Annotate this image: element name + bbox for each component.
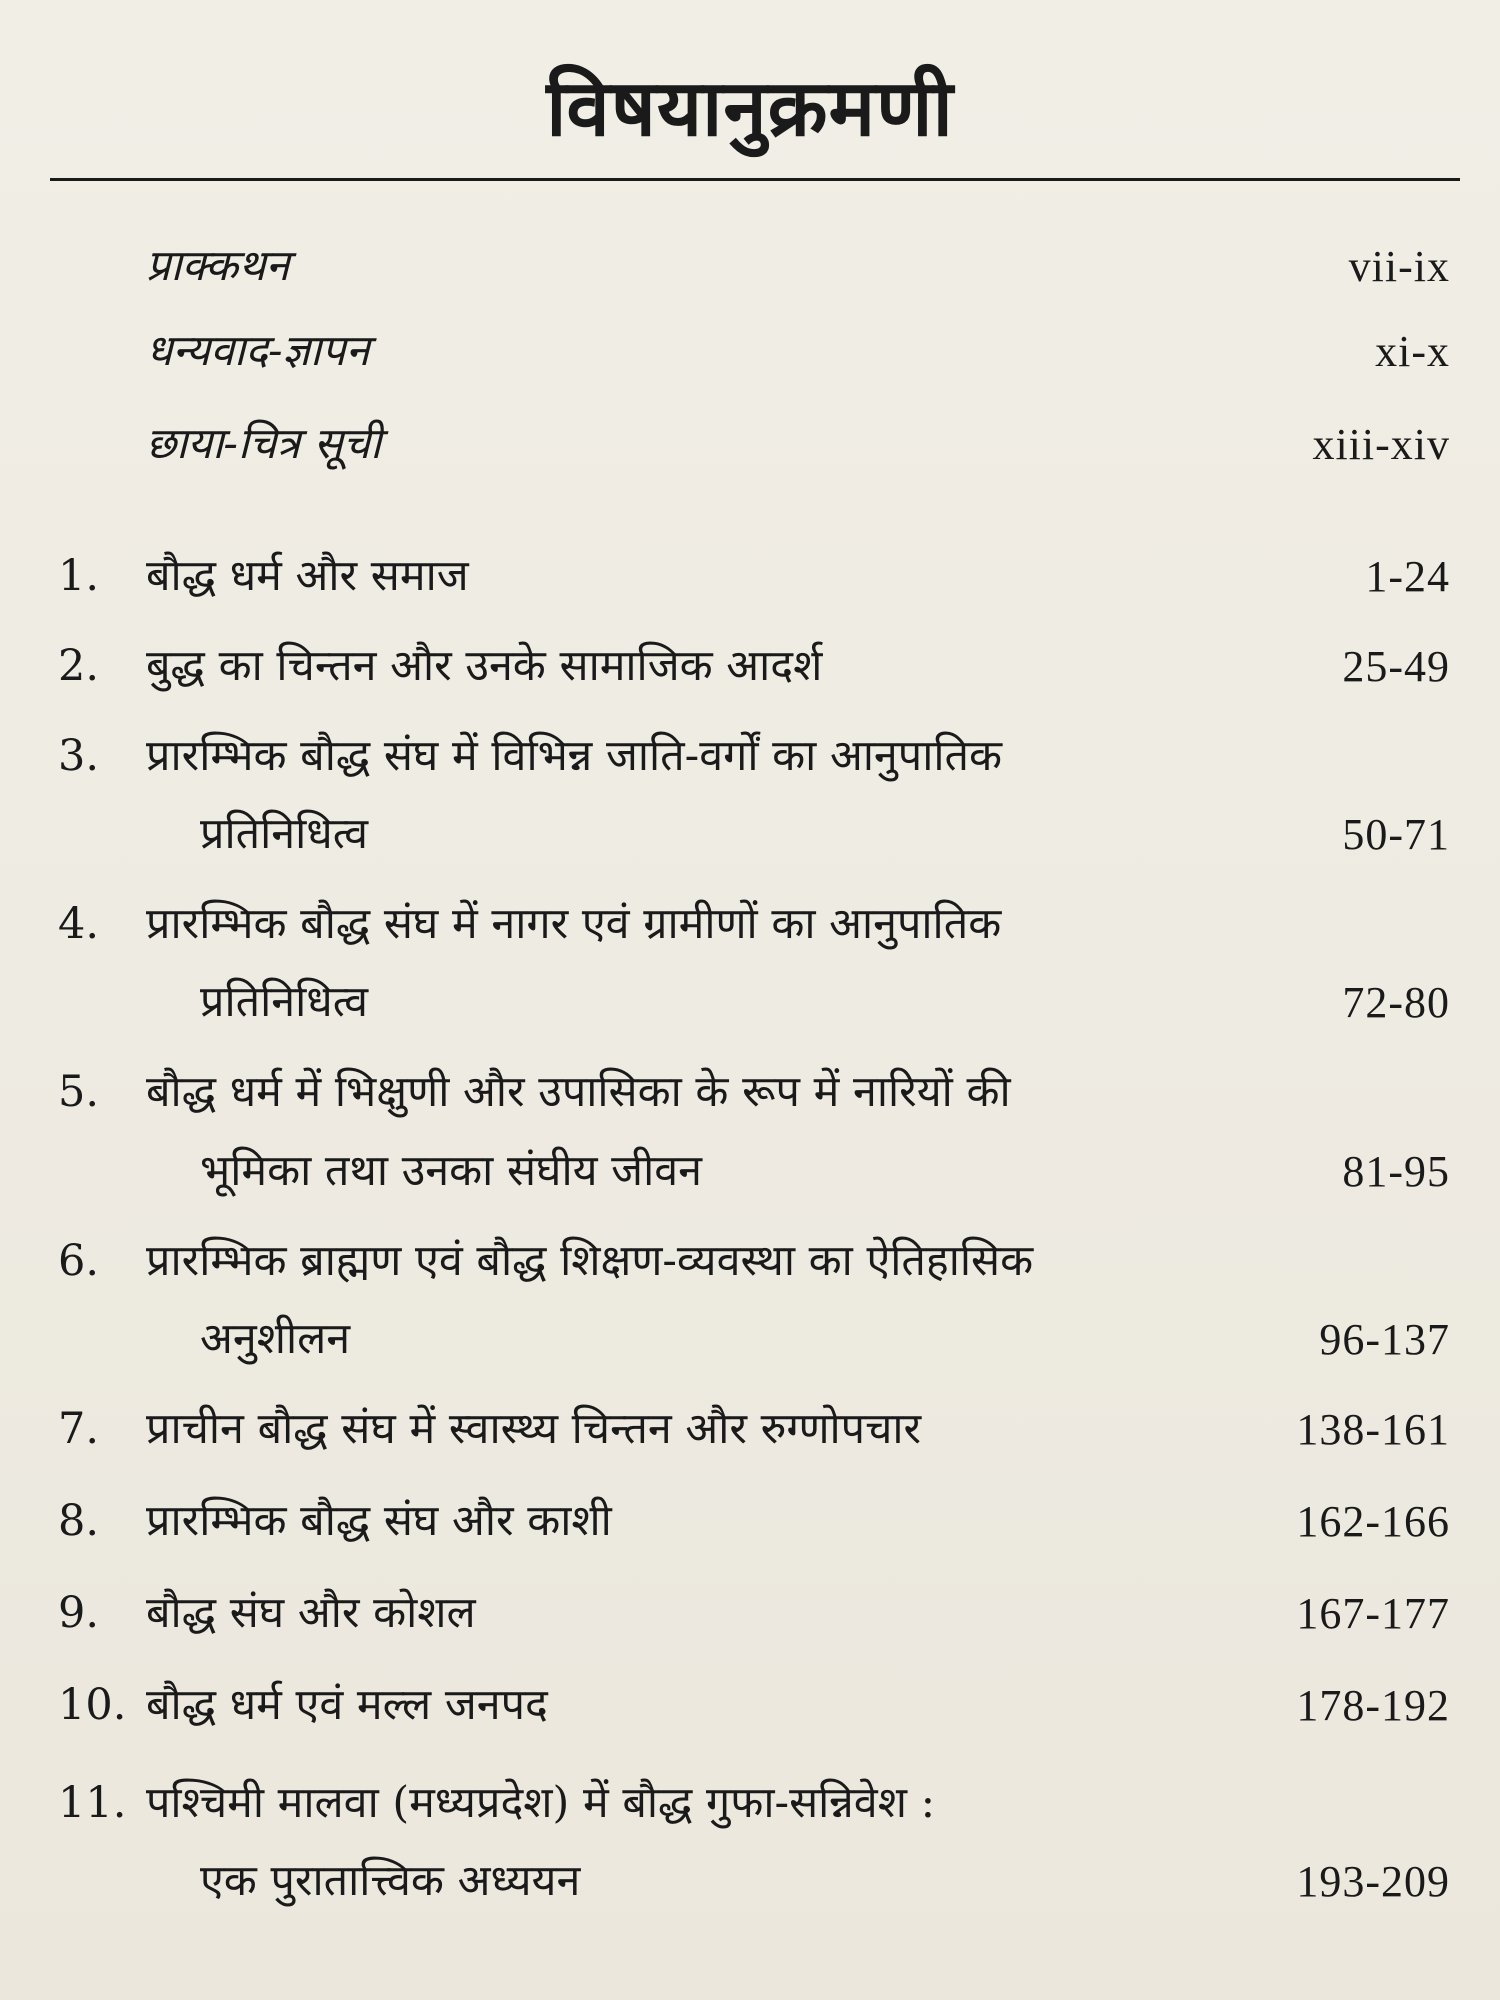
chapter-pages: 50-71 <box>1342 810 1450 859</box>
chapter-title-continuation: एक पुरातात्त्विक अध्ययन <box>200 1856 581 1906</box>
chapter-number: 2. <box>58 641 100 691</box>
chapter-number: 9. <box>58 1588 100 1638</box>
chapter-number: 1. <box>58 551 100 601</box>
chapter-title: प्रारम्भिक ब्राह्मण एवं बौद्ध शिक्षण-व्यवस्था का ऐतिहासिक <box>146 1236 1034 1286</box>
chapter-title-continuation: भूमिका तथा उनका संघीय जीवन <box>200 1146 703 1196</box>
chapter-number: 7. <box>58 1404 100 1454</box>
chapter-number: 5. <box>58 1067 100 1117</box>
front-matter-title: प्राक्कथन <box>146 241 290 291</box>
chapter-title: बौद्ध संघ और कोशल <box>146 1588 476 1638</box>
chapter-title-continuation: प्रतिनिधित्व <box>200 809 369 859</box>
chapter-pages: 162-166 <box>1296 1497 1450 1546</box>
chapter-title: बौद्ध धर्म एवं मल्ल जनपद <box>146 1680 548 1730</box>
chapter-title-continuation: अनुशीलन <box>200 1314 351 1364</box>
chapter-title: बुद्ध का चिन्तन और उनके सामाजिक आदर्श <box>146 641 823 691</box>
chapter-title: बौद्ध धर्म में भिक्षुणी और उपासिका के रूप में नारियों की <box>146 1067 1011 1117</box>
chapter-title: प्रारम्भिक बौद्ध संघ और काशी <box>146 1496 612 1546</box>
chapter-number: 6. <box>58 1236 100 1286</box>
chapter-number: 11. <box>58 1778 127 1828</box>
chapter-title: बौद्ध धर्म और समाज <box>146 551 469 601</box>
chapter-title-continuation: प्रतिनिधित्व <box>200 977 369 1027</box>
chapter-pages: 81-95 <box>1342 1147 1450 1196</box>
chapter-pages: 72-80 <box>1342 978 1450 1027</box>
title-divider <box>50 178 1460 181</box>
front-matter-title: छाया-चित्र सूची <box>146 419 382 469</box>
front-matter-title: धन्यवाद-ज्ञापन <box>146 326 370 376</box>
chapter-pages: 1-24 <box>1365 552 1450 601</box>
chapter-title: प्राचीन बौद्ध संघ में स्वास्थ्य चिन्तन और रुग्णोपचार <box>146 1404 922 1454</box>
chapter-title: प्रारम्भिक बौद्ध संघ में नागर एवं ग्रामीणों का आनुपातिक <box>146 899 1002 949</box>
chapter-number: 3. <box>58 731 100 781</box>
chapter-title: प्रारम्भिक बौद्ध संघ में विभिन्न जाति-वर्गों का आनुपातिक <box>146 731 1003 781</box>
chapter-pages: 25-49 <box>1342 642 1450 691</box>
chapter-pages: 178-192 <box>1296 1681 1450 1730</box>
chapter-pages: 96-137 <box>1319 1315 1450 1364</box>
page-title: विषयानुक्रमणी <box>546 63 954 154</box>
chapter-number: 4. <box>58 899 100 949</box>
front-matter-pages: vii-ix <box>1348 242 1450 291</box>
chapter-number: 8. <box>58 1496 100 1546</box>
chapter-title: पश्चिमी मालवा (मध्यप्रदेश) में बौद्ध गुफा-सन्निवेश : <box>146 1778 936 1828</box>
front-matter-pages: xi-x <box>1375 327 1450 376</box>
front-matter-pages: xiii-xiv <box>1312 420 1450 469</box>
chapter-pages: 193-209 <box>1296 1857 1450 1906</box>
chapter-number: 10. <box>58 1680 127 1730</box>
chapter-pages: 138-161 <box>1296 1405 1450 1454</box>
chapter-pages: 167-177 <box>1296 1589 1450 1638</box>
